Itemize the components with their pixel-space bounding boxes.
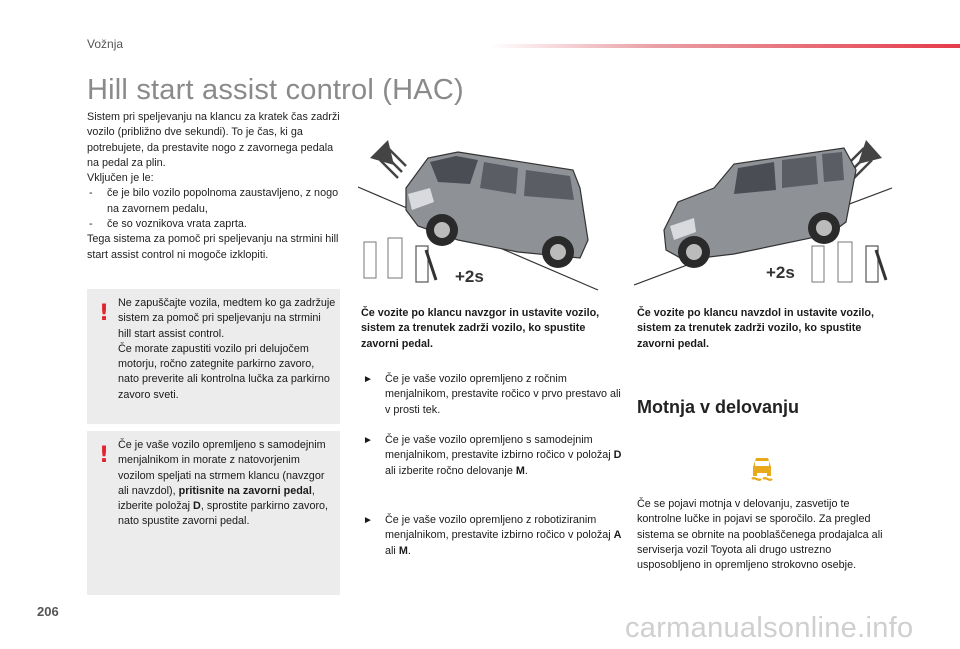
bullet-arrow-icon: ► [363, 435, 373, 446]
header-accent-line [490, 44, 960, 48]
intro-paragraph: Tega sistema za pomoč pri speljevanju na strmini hill start assist control ni mogoče izklopiti. [87, 233, 339, 261]
warning-text: Če morate zapustiti vozilo pri delujočem motorju, ročno zategnite parkirno zavoro, nato preverite ali kontrolna lučka za parkirno zavoro sveti. [118, 342, 330, 401]
uphill-van-illustration [358, 130, 608, 295]
bullet-arrow-icon: ► [363, 515, 373, 526]
warning-text: Ne zapuščajte vozila, medtem ko ga zadržuje sistem za pomoč pri speljevanju na strmini hill start assist control. [118, 297, 336, 340]
fault-description: Če se pojavi motnja v delovanju, zasvetijo te kontrolne lučke in pojavi se sporočilo. Za pregled sistema se obrnite na pooblaščenega prodajalca ali serviserja vozil Toyota ali drugo ustrezno usposobljeno in opremljeno strokovno osebje. [637, 498, 883, 572]
instruction-item: ► Če je vaše vozilo opremljeno z ročnim menjalnikom, prestavite ročico v prvo prestavo ali v prosti tek. [363, 373, 621, 416]
section-label: Vožnja [87, 37, 124, 51]
intro-paragraph: Sistem pri speljevanju na klancu za kratek čas zadrži vozilo (približno dve sekundi). To je čas, ki ga potrebujete, da prestavite nogo z zavornega pedala na pedal za plin. [87, 111, 340, 169]
downhill-van-illustration [634, 130, 896, 295]
watermark: carmanualsonline.info [625, 612, 914, 644]
hold-time-badge: +2s [766, 263, 795, 282]
van-icon [664, 148, 856, 268]
instruction-item: ► Če je vaše vozilo opremljeno s samodejnim menjalnikom, prestavite izbirno ročico v položaj D ali izberite ročno delovanje M. [363, 434, 622, 477]
pedals-icon [364, 238, 436, 282]
intro-text [87, 110, 343, 263]
fault-heading: Motnja v delovanju [637, 397, 800, 417]
warning-box [87, 289, 340, 424]
intro-list-item: - če so voznikova vrata zaprta. [89, 218, 247, 231]
warning-exclamation-icon: ! [99, 443, 110, 468]
instruction-item: ► Če je vaše vozilo opremljeno z robotiziranim menjalnikom, prestavite izbirno ročico v položaj A ali M. [363, 514, 622, 557]
downhill-caption: Če vozite po klancu navzdol in ustavite vozilo, sistem za trenutek zadrži vozilo, ko spustite zavorni pedal. [637, 307, 874, 350]
warning-box [87, 431, 340, 595]
pedals-icon [812, 242, 886, 282]
uphill-caption: Če vozite po klancu navzgor in ustavite vozilo, sistem za trenutek zadrži vozilo, ko spustite zavorni pedal. [361, 307, 600, 350]
skid-warning-lamp-icon [745, 451, 779, 485]
motion-arrow-icon [370, 140, 406, 178]
van-icon [406, 152, 588, 268]
page-title: Hill start assist control (HAC) [87, 74, 464, 106]
intro-list-item: - če je bilo vozilo popolnoma zaustavljeno, z nogo na zavornem pedalu, [89, 187, 339, 215]
warning-text: Če je vaše vozilo opremljeno s samodejnim menjalnikom in morate z natovorjenim vozilom speljati na strmem klancu (navzgor ali navzdol), pritisnite na zavorni pedal, izberite položaj D, sprostite parkirno zavoro, nato spustite zavorni pedal. [118, 439, 329, 528]
page-number: 206 [37, 604, 59, 619]
warning-exclamation-icon: ! [99, 301, 110, 326]
hold-time-badge: +2s [455, 267, 484, 286]
bullet-arrow-icon: ► [363, 374, 373, 385]
intro-conditions-lead: Vključen je le: [87, 172, 154, 185]
